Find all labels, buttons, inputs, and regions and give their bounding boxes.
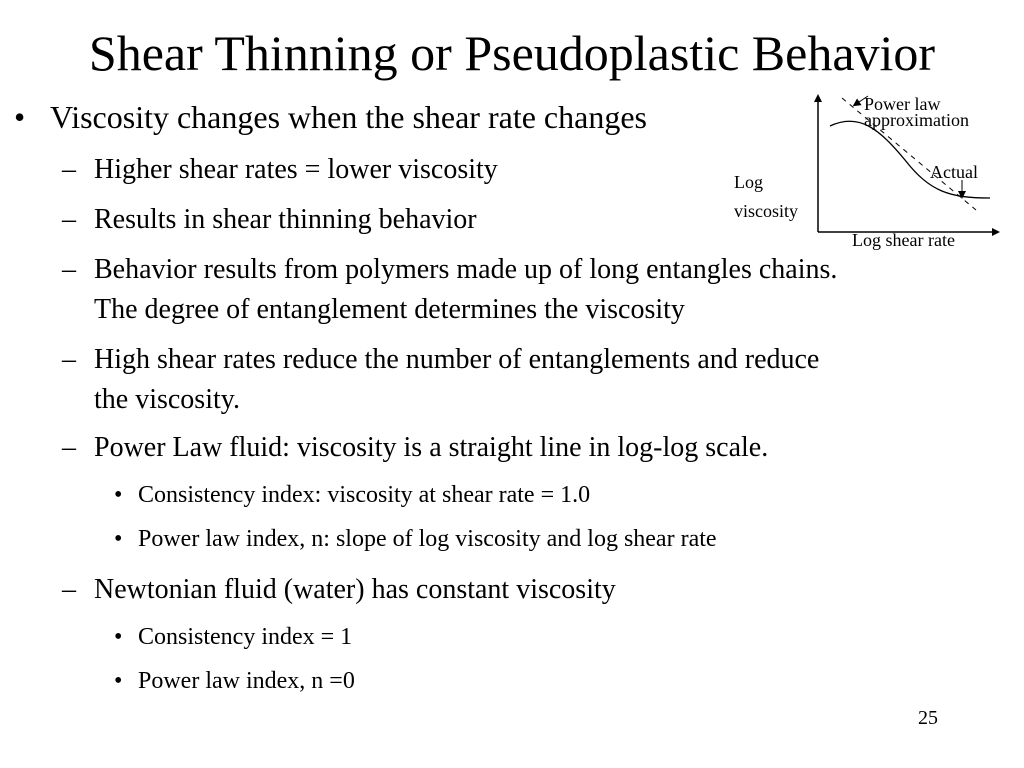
sub-bullet-text-continued: the viscosity. [94, 384, 240, 415]
y-axis-label-continued: viscosity [734, 201, 799, 221]
approximation-label: approximation [864, 110, 969, 130]
actual-label: Actual [930, 162, 978, 182]
actual-curve [830, 121, 990, 198]
sub-sub-bullet-text: Consistency index: viscosity at shear rate = 1.0 [138, 482, 591, 508]
page-number: 25 [918, 707, 938, 729]
sub-bullet-text: Newtonian fluid (water) has constant viscosity [94, 574, 616, 605]
sub-bullet-marker: – [62, 344, 76, 375]
sub-sub-bullet-marker: • [114, 624, 123, 650]
sub-bullet-marker: – [62, 154, 76, 185]
slide-title: Shear Thinning or Pseudoplastic Behavior [88, 25, 936, 81]
sub-bullet-text-continued: The degree of entanglement determines the viscosity [94, 294, 685, 325]
sub-sub-bullet-text: Consistency index = 1 [138, 624, 353, 650]
sub-bullet-text: Results in shear thinning behavior [94, 204, 477, 235]
sub-sub-bullet-marker: • [114, 526, 123, 552]
bullet-marker: • [14, 99, 26, 135]
sub-sub-bullet-text: Power law index, n =0 [138, 668, 355, 694]
y-axis-label: Log [734, 172, 763, 192]
sub-bullet-text: Higher shear rates = lower viscosity [94, 154, 498, 185]
sub-bullet-text: Power Law fluid: viscosity is a straight line in log-log scale. [94, 432, 769, 463]
sub-bullet-marker: – [62, 574, 76, 605]
bullet-text: Viscosity changes when the shear rate changes [50, 99, 647, 135]
sub-sub-bullet-marker: • [114, 482, 123, 508]
sub-bullet-marker: – [62, 254, 76, 285]
sub-bullet-text: High shear rates reduce the number of entanglements and reduce [94, 344, 820, 375]
sub-bullet-marker: – [62, 432, 76, 463]
x-axis-label: Log shear rate [852, 230, 955, 250]
sub-sub-bullet-marker: • [114, 668, 123, 694]
sub-sub-bullet-text: Power law index, n: slope of log viscosity and log shear rate [138, 526, 717, 552]
power-law-label: Power law [864, 94, 941, 114]
sub-bullet-text: Behavior results from polymers made up of long entangles chains. [94, 254, 838, 285]
sub-bullet-marker: – [62, 204, 76, 235]
